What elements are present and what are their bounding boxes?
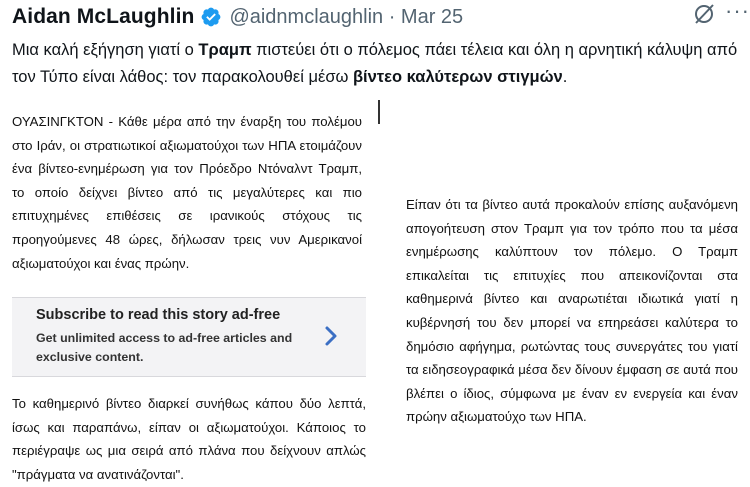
subscribe-body: Get unlimited access to ad-free articles and exclusive content. (36, 331, 293, 364)
tweet-text-part: Μια καλή εξήγηση γιατί ο (12, 41, 199, 59)
article-left-bottom (12, 392, 366, 486)
tweet-text-bold-trump: Τραμπ (198, 41, 252, 59)
tweet-text-part: . (562, 68, 568, 86)
article-paragraph: Το καθημερινό βίντεο διαρκεί συνήθως κάπου δύο λεπτά, ίσως και παραπάνω, είπαν οι αξιωματούχοι. Κάποιος το περιέγραψε ως μια σειρά από πλάνα που δείχνουν απλώς "πράγματα να ανατινάζονται". (12, 396, 366, 482)
article-paragraph: Είπαν ότι τα βίντεο αυτά προκαλούν επίσης αυξανόμενη απογοήτευση στον Τραμπ για τον τρόπο που τα μέσα ενημέρωσης καλύπτουν τον πόλεμο. Ο Τραμπ επικαλείται τις επιτυχίες που απεικονίζονται στα καθημερινά βίντεο και αναρωτιέται ιδιωτικά γιατί η κυβέρνησή του δεν μπορεί να επηρεάσει καλύτερα το δημόσιο αφήγημα, ρωτώντας τους συνεργάτες του γιατί τα ειδησεογραφικά μέσα δεν δίνουν έμφαση σε αυτά που βλέπει ο ίδιος, σύμφωνα με έναν εν ενεργεία και έναν πρώην αξιωματούχο των ΗΠΑ. (406, 197, 738, 425)
article-paragraph: ΟΥΑΣΙΝΓΚΤΟΝ - Κάθε μέρα από την έναρξη του πολέμου στο Ιράν, οι στρατιωτικοί αξιωματούχοι των ΗΠΑ ετοιμάζουν ένα βίντεο-ενημέρωση για τον Πρόεδρο Ντόναλντ Τραμπ, το οποίο δείχνει βίντεο από τις μεγαλύτερες και πιο επιτυχημένες επιθέσεις σε ιρανικούς στόχους τις προηγούμενες 48 ώρες, δήλωσαν τρεις νυν Αμερικανοί αξιωματούχοι και ένας πρώην. (12, 114, 362, 271)
article-right-column (406, 193, 738, 429)
tweet-text-bold-highlights: βίντεο καλύτερων στιγμών (352, 68, 563, 86)
chevron-right-icon[interactable] (324, 324, 338, 348)
tweet-text-part: πιστεύει ότι ο πόλεμος πάει τέλεια και όλη η αρνητική κάλυψη από τον Τύπο είναι λάθος: τον παρακολουθεί μέσω (12, 41, 738, 86)
grok-icon[interactable] (692, 2, 716, 26)
verified-badge-icon (200, 6, 222, 28)
subscribe-title: Subscribe to read this story ad-free (36, 307, 281, 323)
column-divider (378, 100, 380, 124)
author-name[interactable]: Aidan McLaughlin (12, 5, 195, 28)
article-left-column (12, 110, 362, 275)
subscribe-banner[interactable] (12, 297, 366, 377)
handle-and-date[interactable]: @aidnmclaughlin · Mar 25 (229, 5, 464, 28)
tweet-header (12, 3, 738, 31)
more-options-icon[interactable]: ··· (725, 0, 750, 23)
tweet-text (12, 37, 740, 91)
